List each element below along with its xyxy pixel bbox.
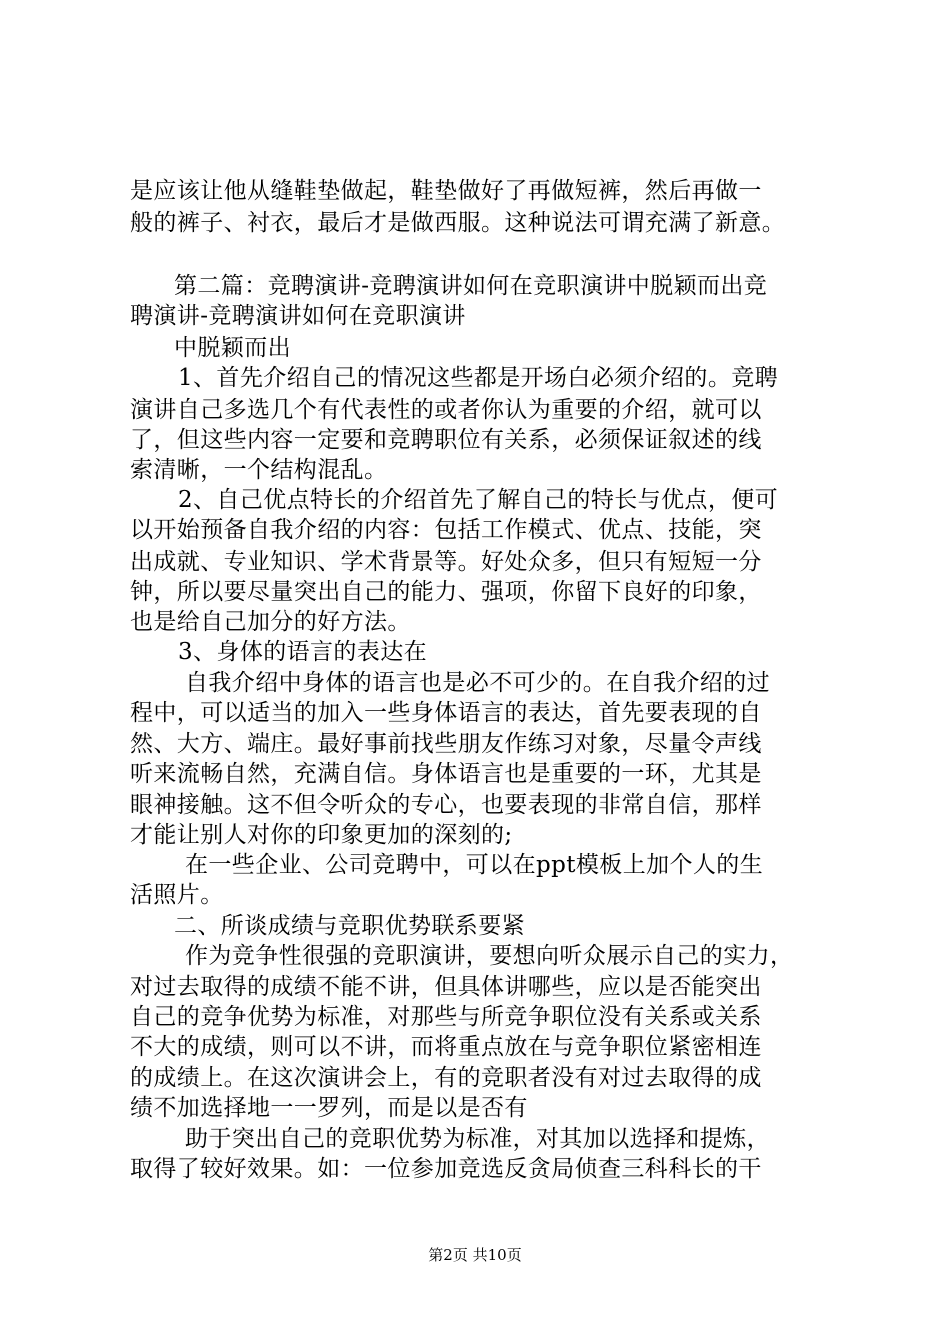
text-line: 钟，所以要尽量突出自己的能力、强项，你留下良好的印象， [130,579,762,605]
text-line: 2、自己优点特长的介绍首先了解自己的特长与优点，便可 [178,487,779,513]
text-line: 作为竞争性很强的竞职演讲，要想向听众展示自己的实力， [185,943,794,969]
text-line: 般的裤子、衬衣，最后才是做西服。这种说法可谓充满了新意。 [130,210,786,236]
text-line: 绩不加选择地一一罗列，而是以是否有 [130,1095,528,1121]
text-line: 不大的成绩，则可以不讲，而将重点放在与竞争职位紧密相连 [130,1034,762,1060]
text-line: 索清晰，一个结构混乱。 [130,457,388,483]
text-line: 眼神接触。这不但令听众的专心，也要表现的非常自信，那样 [130,792,762,818]
text-line: 自己的竞争优势为标准，对那些与所竞争职位没有关系或关系 [130,1004,762,1030]
text-line: 1、首先介绍自己的情况这些都是开场白必须介绍的。竞聘 [178,365,779,391]
text-line: 才能让别人对你的印象更加的深刻的; [130,822,513,848]
text-line: 对过去取得的成绩不能不讲，但具体讲哪些，应以是否能突出 [130,974,762,1000]
text-line: 中脱颖而出 [174,335,291,361]
text-line: 演讲自己多选几个有代表性的或者你认为重要的介绍，就可以 [130,397,762,423]
section-heading-line: 第二篇：竞聘演讲-竞聘演讲如何在竞职演讲中脱颖而出竞 [174,273,768,299]
text-line: 在一些企业、公司竞聘中，可以在ppt模板上加个人的生 [185,852,764,878]
text-line: 的成绩上。在这次演讲会上，有的竞职者没有对过去取得的成 [130,1065,762,1091]
text-line: 出成就、专业知识、学术背景等。好处众多，但只有短短一分 [130,549,762,575]
text-line: 也是给自己加分的好方法。 [130,609,411,635]
text-line: 助于突出自己的竞职优势为标准，对其加以选择和提炼， [185,1126,770,1152]
text-line: 听来流畅自然，充满自信。身体语言也是重要的一环，尤其是 [130,761,762,787]
text-line: 然、大方、端庄。最好事前找些朋友作练习对象，尽量令声线 [130,731,762,757]
text-line: 是应该让他从缝鞋垫做起，鞋垫做好了再做短裤，然后再做一 [130,178,762,204]
text-line: 以开始预备自我介绍的内容：包括工作模式、优点、技能，突 [130,517,762,543]
subheading-line: 二、所谈成绩与竞职优势联系要紧 [174,913,525,939]
section-heading-line: 聘演讲-竞聘演讲如何在竞职演讲 [130,303,466,329]
text-line: 活照片。 [130,882,224,908]
text-line: 了，但这些内容一定要和竞聘职位有关系，必须保证叙述的线 [130,427,762,453]
text-line: 取得了较好效果。如：一位参加竞选反贪局侦查三科科长的干 [130,1156,762,1182]
text-line: 3、身体的语言的表达在 [178,639,428,665]
text-line: 自我介绍中身体的语言也是必不可少的。在自我介绍的过 [185,670,770,696]
page-number-footer: 第2页 共10页 [428,1246,522,1264]
text-line: 程中，可以适当的加入一些身体语言的表达，首先要表现的自 [130,700,762,726]
